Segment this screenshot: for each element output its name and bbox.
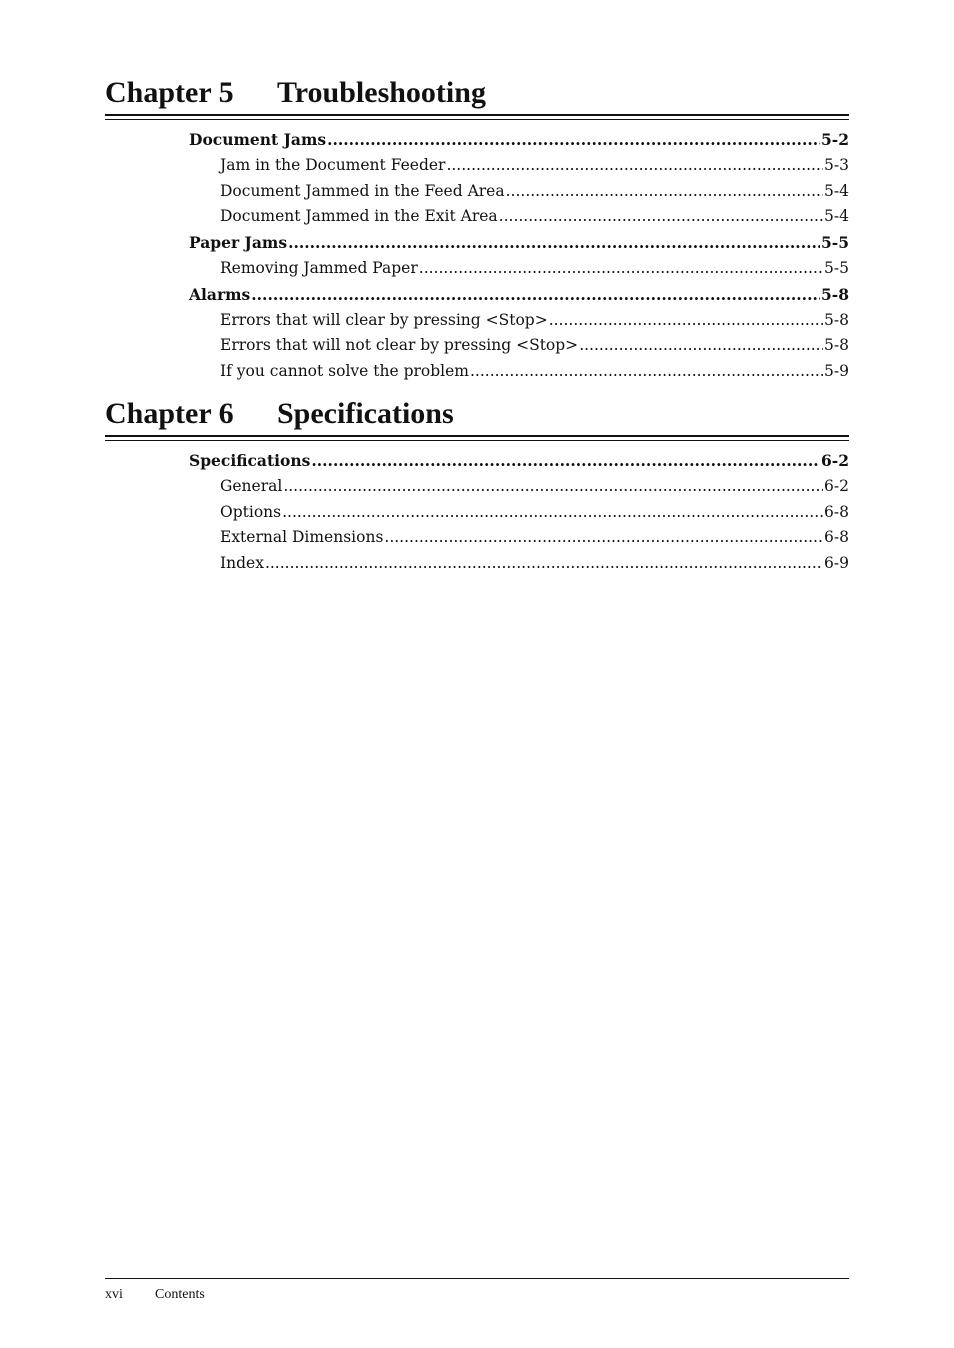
- toc-entry-page: 5-9: [824, 362, 849, 381]
- toc-entry-page: 5-4: [824, 207, 849, 226]
- leader-dots: [470, 359, 823, 385]
- toc-entry-text: General: [220, 476, 283, 495]
- toc-list: [189, 448, 849, 577]
- toc-entry[interactable]: [189, 308, 849, 334]
- toc-entry-page: 5-8: [824, 310, 849, 329]
- heading-rule-thick: [105, 114, 849, 116]
- leader-dots: [446, 153, 823, 179]
- footer-page-number: xvi: [105, 1287, 123, 1302]
- leader-dots: [549, 308, 823, 334]
- chapter-6-heading: [105, 397, 849, 431]
- toc-entry[interactable]: [189, 179, 849, 205]
- toc-entry[interactable]: [189, 525, 849, 551]
- toc-entry[interactable]: [189, 153, 849, 179]
- chapter-title: Specifications: [277, 397, 454, 430]
- leader-dots: [384, 525, 823, 551]
- chapter-title: Troubleshooting: [277, 76, 486, 109]
- leader-dots: [579, 333, 823, 359]
- leader-dots: [288, 230, 820, 256]
- heading-rule-thin: [105, 440, 849, 441]
- leader-dots: [419, 256, 823, 282]
- chapter-6-section: [105, 397, 849, 573]
- toc-entry-text: Errors that will clear by pressing <Stop>: [220, 310, 548, 329]
- chapter-5-section: [105, 76, 849, 381]
- toc-entry-text: Document Jammed in the Feed Area: [220, 181, 505, 200]
- toc-entry[interactable]: [189, 448, 849, 474]
- toc-entry-text: External Dimensions: [220, 528, 384, 547]
- toc-entry-text: Alarms: [189, 284, 251, 304]
- toc-entry-text: Document Jammed in the Exit Area: [220, 207, 498, 226]
- toc-entry-page: 5-3: [824, 155, 849, 174]
- toc-entry[interactable]: [189, 256, 849, 282]
- toc-entry-text: Paper Jams: [189, 233, 288, 253]
- toc-entry-text: Removing Jammed Paper: [220, 258, 418, 277]
- toc-entry-page: 5-8: [820, 284, 849, 304]
- toc-entry-page: 6-2: [820, 451, 849, 470]
- toc-entry[interactable]: [189, 474, 849, 500]
- toc-entry-page: 5-5: [824, 258, 849, 277]
- leader-dots: [282, 500, 823, 526]
- toc-entry[interactable]: [189, 551, 849, 577]
- toc-entry-page: 6-8: [824, 502, 849, 521]
- toc-entry-text: Errors that will not clear by pressing <Stop>: [220, 336, 579, 355]
- toc-entry[interactable]: [189, 230, 849, 256]
- toc-entry[interactable]: [189, 500, 849, 526]
- footer-section-title: Contents: [155, 1287, 205, 1302]
- leader-dots: [499, 204, 823, 230]
- toc-entry[interactable]: [189, 333, 849, 359]
- toc-entry[interactable]: [189, 282, 849, 308]
- leader-dots: [311, 448, 820, 474]
- toc-entry[interactable]: [189, 359, 849, 385]
- toc-entry-page: 6-9: [824, 554, 849, 573]
- toc-entry-text: Document Jams: [189, 130, 327, 149]
- toc-entry-page: 6-2: [824, 476, 849, 495]
- toc-entry-text: If you cannot solve the problem: [220, 362, 469, 381]
- toc-entry-page: 5-8: [824, 336, 849, 355]
- heading-rule-thin: [105, 119, 849, 120]
- toc-list: [189, 127, 849, 385]
- chapter-5-heading: [105, 76, 849, 110]
- leader-dots: [506, 179, 823, 205]
- toc-entry-page: 5-2: [820, 130, 849, 149]
- toc-entry-page: 5-4: [824, 181, 849, 200]
- toc-entry[interactable]: [189, 127, 849, 153]
- chapter-number: Chapter 5: [105, 76, 234, 109]
- toc-entry-page: 5-5: [820, 233, 849, 253]
- toc-entry-text: Specifications: [189, 451, 311, 470]
- page-footer: [105, 1278, 849, 1303]
- leader-dots: [251, 282, 820, 308]
- heading-rule-thick: [105, 435, 849, 437]
- toc-entry-text: Index: [220, 554, 264, 573]
- leader-dots: [327, 127, 820, 153]
- leader-dots: [283, 474, 823, 500]
- leader-dots: [265, 551, 823, 577]
- toc-entry-page: 6-8: [824, 528, 849, 547]
- toc-entry-text: Jam in the Document Feeder: [220, 155, 446, 174]
- chapter-number: Chapter 6: [105, 397, 234, 430]
- toc-entry-text: Options: [220, 502, 282, 521]
- toc-entry[interactable]: [189, 204, 849, 230]
